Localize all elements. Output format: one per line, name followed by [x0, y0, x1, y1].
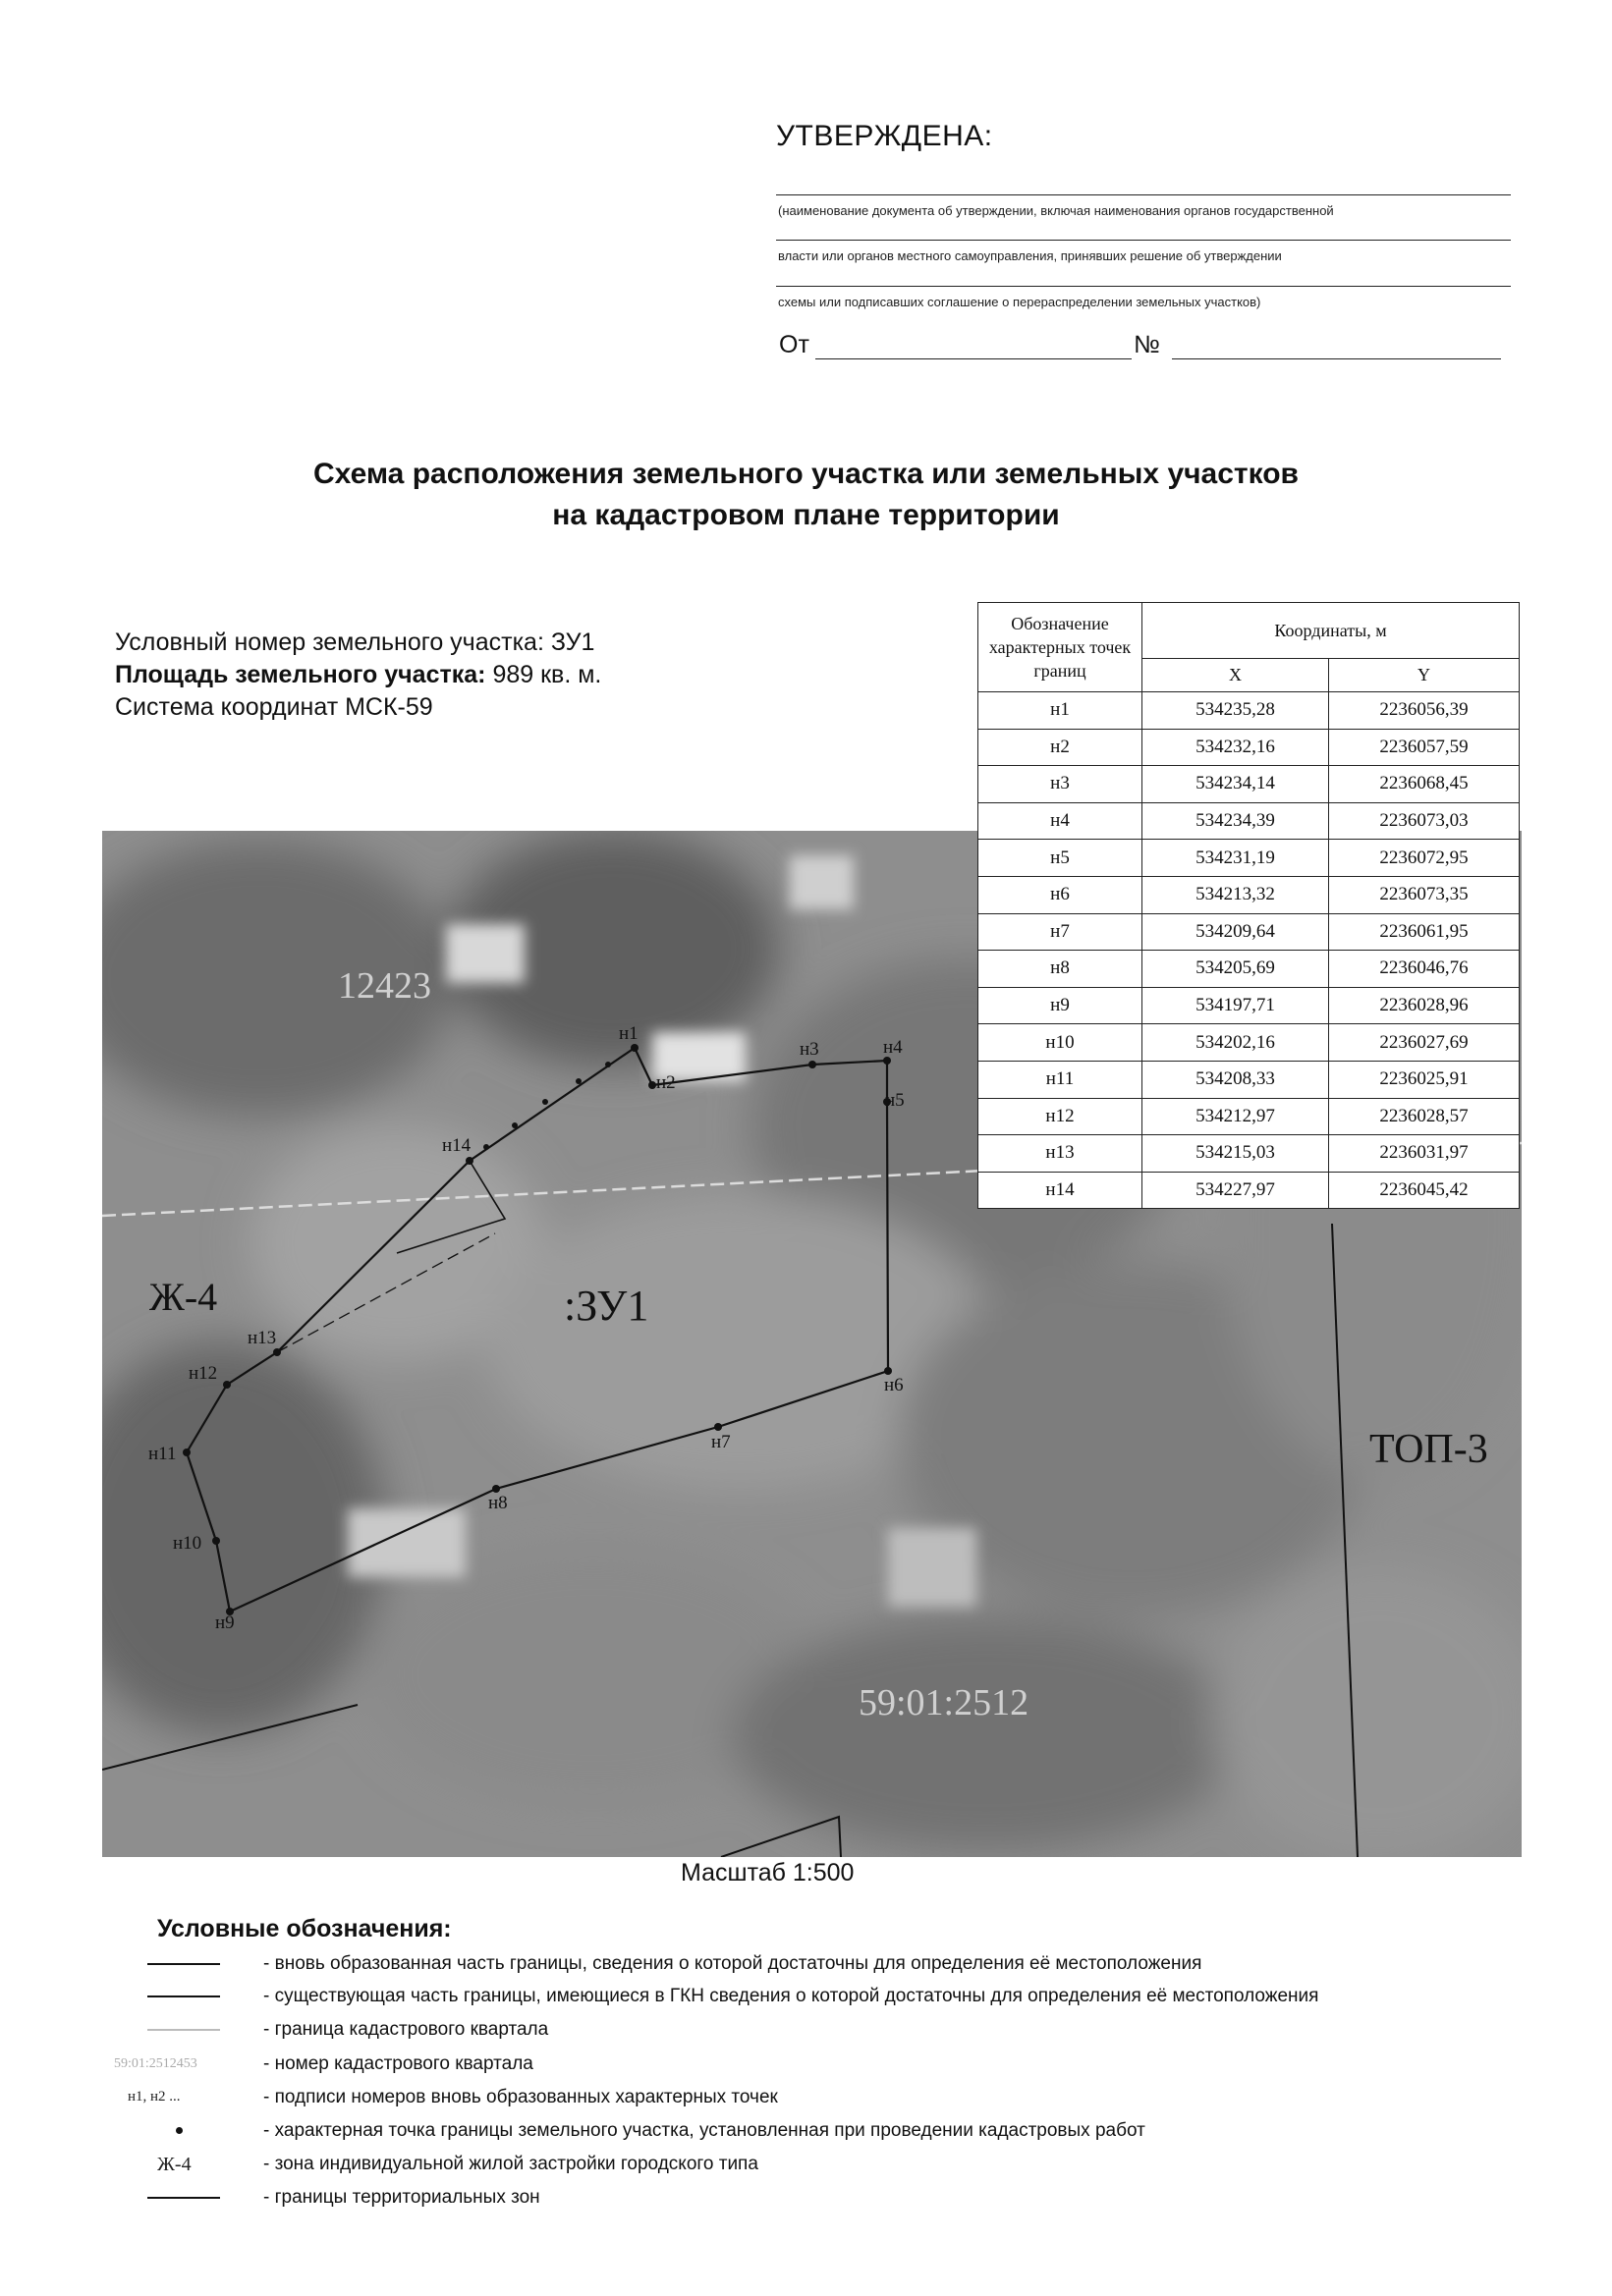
map-point-label: н1 — [619, 1023, 639, 1044]
date-blank — [815, 358, 1132, 359]
cell-x: 534232,16 — [1142, 729, 1329, 766]
number-label: № — [1134, 331, 1160, 358]
zone-label-right: ТОП-3 — [1369, 1427, 1488, 1472]
map-point-label: н3 — [800, 1039, 819, 1060]
approval-note: власти или органов местного самоуправления, принявших решение об утверждении — [778, 248, 1282, 263]
cell-point: н3 — [978, 766, 1142, 803]
cell-y: 2236025,91 — [1329, 1061, 1520, 1098]
boundary-point — [542, 1099, 548, 1105]
title-line-2: на кадастровом плане территории — [552, 499, 1060, 531]
legend-text: - характерная точка границы земельного участка, установленная при проведении кадастровых работ — [263, 2120, 1145, 2141]
boundary-point — [212, 1537, 220, 1545]
cell-y: 2236073,35 — [1329, 876, 1520, 913]
cell-x: 534205,69 — [1142, 951, 1329, 988]
cell-point: н8 — [978, 951, 1142, 988]
header-x: X — [1142, 659, 1329, 692]
cell-y: 2236046,76 — [1329, 951, 1520, 988]
header-y: Y — [1329, 659, 1520, 692]
parcel-label: :ЗУ1 — [564, 1282, 649, 1330]
cell-x: 534215,03 — [1142, 1135, 1329, 1173]
cell-y: 2236045,42 — [1329, 1172, 1520, 1209]
conditional-number-value: ЗУ1 — [550, 629, 595, 656]
table-row — [978, 692, 1520, 730]
table-row — [978, 840, 1520, 877]
map-point-label: н2 — [656, 1072, 676, 1093]
cell-x: 534197,71 — [1142, 987, 1329, 1024]
legend-text: - зона индивидуальной жилой застройки городского типа — [263, 2154, 758, 2174]
cell-x: 534234,14 — [1142, 766, 1329, 803]
quarter-number-bottom: 59:01:2512 — [859, 1682, 1029, 1723]
map-point-label: н11 — [148, 1444, 177, 1464]
legend-item — [98, 2083, 1523, 2112]
boundary-point — [483, 1144, 489, 1150]
approval-note: (наименование документа об утверждении, включая наименования органов государственной — [778, 203, 1334, 218]
cell-point: н2 — [978, 729, 1142, 766]
cell-y: 2236028,96 — [1329, 987, 1520, 1024]
legend-dot — [176, 2127, 183, 2134]
table-row — [978, 876, 1520, 913]
zone-label-left: Ж-4 — [149, 1275, 218, 1319]
header-coordinates: Координаты, м — [1142, 603, 1520, 659]
map-point-label: н5 — [885, 1090, 905, 1111]
cell-point: н12 — [978, 1098, 1142, 1135]
legend-text: - номер кадастрового квартала — [263, 2053, 533, 2074]
from-label: От — [779, 331, 809, 358]
header-points: Обозначение характерных точек границ — [978, 603, 1142, 692]
coordinate-system: Система координат МСК-59 — [115, 693, 433, 721]
map-point-label: н8 — [488, 1493, 508, 1513]
cell-x: 534213,32 — [1142, 876, 1329, 913]
table-row — [978, 1098, 1520, 1135]
table-row — [978, 729, 1520, 766]
legend-item — [98, 2150, 1523, 2179]
boundary-point — [648, 1081, 656, 1089]
legend-text: - существующая часть границы, имеющиеся в ГКН сведения о которой достаточны для определения её местоположения — [263, 1986, 1319, 2006]
area-label: Площадь земельного участка: — [115, 661, 486, 688]
boundary-point — [466, 1157, 473, 1165]
legend-title: Условные обозначения: — [157, 1915, 452, 1942]
legend-solid-line — [147, 2197, 220, 2199]
cell-y: 2236056,39 — [1329, 692, 1520, 730]
legend-text: - подписи номеров вновь образованных характерных точек — [263, 2087, 778, 2107]
approval-blank-line — [776, 194, 1511, 195]
boundary-point — [512, 1122, 518, 1128]
quarter-number-top: 12423 — [338, 965, 431, 1007]
table-row — [978, 766, 1520, 803]
boundary-point — [223, 1381, 231, 1389]
number-blank — [1172, 358, 1501, 359]
conditional-number-label: Условный номер земельного участка: — [115, 629, 544, 656]
legend-zone-label: Ж-4 — [157, 2154, 192, 2175]
boundary-point — [605, 1062, 611, 1067]
legend-text: - вновь образованная часть границы, сведения о которой достаточны для определения её местоположения — [263, 1953, 1202, 1974]
cell-point: н1 — [978, 692, 1142, 730]
legend-item — [98, 2050, 1523, 2079]
map-point-label: н6 — [884, 1375, 904, 1395]
table-row — [978, 987, 1520, 1024]
legend-text: - границы территориальных зон — [263, 2187, 540, 2208]
table-row — [978, 951, 1520, 988]
legend-point-labels: н1, н2 ... — [128, 2089, 181, 2105]
legend-item — [98, 2116, 1523, 2146]
map-point-label: н9 — [215, 1613, 235, 1633]
approval-note: схемы или подписавших соглашение о перераспределении земельных участков) — [778, 295, 1261, 309]
cell-point: н5 — [978, 840, 1142, 877]
cell-y: 2236027,69 — [1329, 1024, 1520, 1062]
cell-y: 2236073,03 — [1329, 802, 1520, 840]
document-title — [0, 454, 1612, 536]
approval-blank-line — [776, 286, 1511, 287]
approval-blank-line — [776, 240, 1511, 241]
cell-point: н7 — [978, 913, 1142, 951]
area-value: 989 кв. м. — [492, 661, 602, 688]
approval-title: УТВЕРЖДЕНА: — [776, 120, 993, 152]
table-row — [978, 1024, 1520, 1062]
table-row — [978, 1061, 1520, 1098]
boundary-point — [808, 1061, 816, 1068]
legend-solid-line — [147, 1995, 220, 1997]
cell-y: 2236061,95 — [1329, 913, 1520, 951]
legend-item — [98, 2015, 1523, 2045]
cell-y: 2236028,57 — [1329, 1098, 1520, 1135]
cell-point: н14 — [978, 1172, 1142, 1209]
cell-y: 2236057,59 — [1329, 729, 1520, 766]
cell-x: 534227,97 — [1142, 1172, 1329, 1209]
cell-point: н4 — [978, 802, 1142, 840]
map-point-label: н7 — [711, 1432, 731, 1452]
cell-x: 534231,19 — [1142, 840, 1329, 877]
boundary-point — [714, 1423, 722, 1431]
legend-quarter-number: 59:01:2512453 — [114, 2056, 197, 2071]
map-point-label: н10 — [173, 1533, 202, 1554]
cell-point: н9 — [978, 987, 1142, 1024]
legend-text: - граница кадастрового квартала — [263, 2019, 549, 2040]
table-row — [978, 1135, 1520, 1173]
boundary-point — [884, 1367, 892, 1375]
coordinates-table — [977, 602, 1520, 1209]
cell-x: 534235,28 — [1142, 692, 1329, 730]
cell-y: 2236068,45 — [1329, 766, 1520, 803]
cell-point: н10 — [978, 1024, 1142, 1062]
legend-item — [98, 1982, 1523, 2011]
cell-x: 534208,33 — [1142, 1061, 1329, 1098]
map-point-label: н12 — [189, 1363, 218, 1384]
map-point-label: н4 — [883, 1037, 903, 1058]
boundary-point — [631, 1044, 639, 1052]
cell-x: 534212,97 — [1142, 1098, 1329, 1135]
legend-solid-line — [147, 1963, 220, 1965]
map-scale: Масштаб 1:500 — [681, 1859, 855, 1886]
boundary-point — [576, 1078, 582, 1084]
boundary-point — [883, 1057, 891, 1065]
cell-x: 534234,39 — [1142, 802, 1329, 840]
conditional-number-row — [115, 629, 594, 657]
boundary-point — [273, 1348, 281, 1356]
table-row — [978, 913, 1520, 951]
cell-point: н11 — [978, 1061, 1142, 1098]
legend-item — [98, 2183, 1523, 2213]
area-row — [115, 661, 601, 689]
legend-gray-line — [147, 2029, 220, 2031]
cell-y: 2236072,95 — [1329, 840, 1520, 877]
cell-x: 534202,16 — [1142, 1024, 1329, 1062]
table-row — [978, 1172, 1520, 1209]
legend-item — [98, 1949, 1523, 1979]
cell-point: н6 — [978, 876, 1142, 913]
boundary-point — [183, 1449, 191, 1456]
map-point-label: н14 — [442, 1135, 472, 1156]
approval-date-number-row — [779, 331, 1506, 364]
title-line-1: Схема расположения земельного участка или земельных участков — [312, 458, 1299, 490]
cell-point: н13 — [978, 1135, 1142, 1173]
cell-y: 2236031,97 — [1329, 1135, 1520, 1173]
boundary-point — [492, 1485, 500, 1493]
cell-x: 534209,64 — [1142, 913, 1329, 951]
table-row — [978, 802, 1520, 840]
map-point-label: н13 — [248, 1328, 277, 1348]
